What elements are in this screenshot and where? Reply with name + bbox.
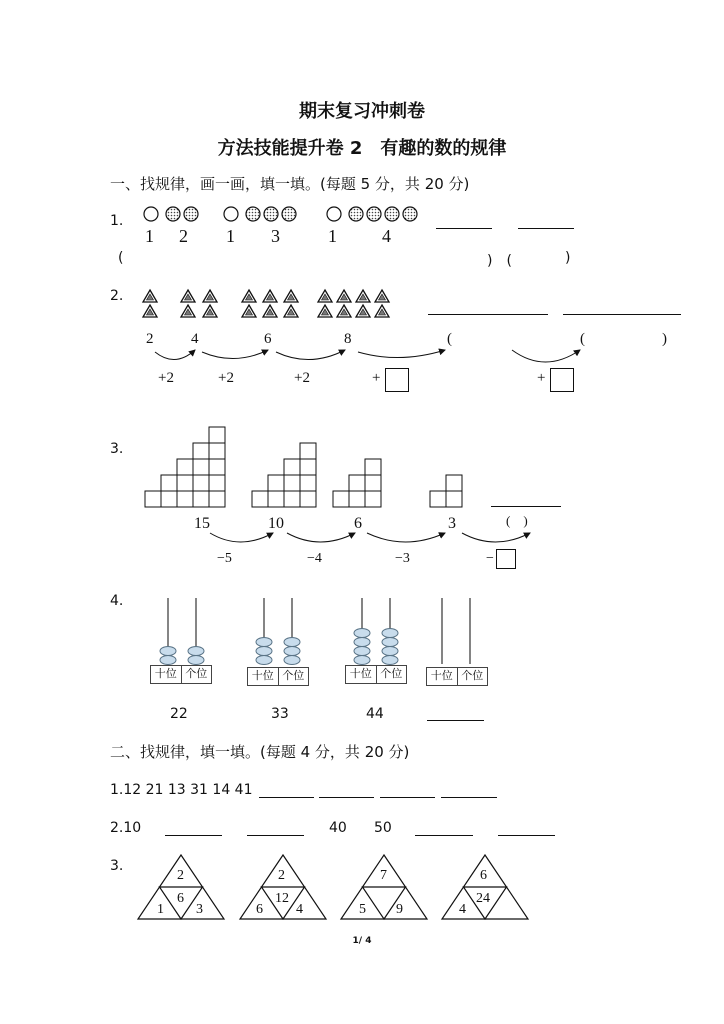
abacus-bead [354, 629, 370, 638]
step-label: + [372, 370, 381, 386]
answer-paren[interactable]: ( [580, 331, 585, 347]
circle-pattern-figure [140, 205, 440, 225]
circle-label: 3 [271, 226, 280, 246]
question-1-2-number: 2. [110, 288, 124, 304]
step-label: +2 [158, 370, 174, 386]
sequence-value: 40 [329, 820, 347, 836]
dotted-circle [282, 207, 296, 221]
step-arrow [155, 350, 195, 360]
triangle-top-number: 6 [480, 868, 487, 883]
dotted-circle [184, 207, 198, 221]
abacus-bead [284, 647, 300, 656]
page-subtitle: 方法技能提升卷 2 有趣的数的规律 [217, 138, 507, 159]
abacus-bead [256, 656, 272, 665]
ones-label: 个位 [380, 668, 403, 680]
place-value-label [150, 665, 212, 684]
step-arrow [276, 350, 345, 360]
abacus-bead [256, 647, 272, 656]
page-title: 期末复习冲刺卷 [299, 101, 425, 122]
step-label: +2 [294, 370, 310, 386]
step-arrow [512, 350, 580, 362]
step-arrow [287, 533, 355, 542]
triangle-left-number: 6 [256, 902, 263, 917]
answer-line[interactable] [380, 797, 435, 798]
dotted-circle [349, 207, 363, 221]
abacus-bead [382, 638, 398, 647]
step-arrow [358, 350, 445, 358]
dotted-circle [264, 207, 278, 221]
blank-circle [327, 207, 341, 221]
abacus-bead [382, 647, 398, 656]
ones-label: 个位 [461, 670, 484, 682]
sequence-value: 6 [354, 515, 362, 532]
sequence-value: 4 [191, 331, 199, 347]
sequence-value: 10 [268, 515, 284, 532]
abacus-value: 33 [271, 706, 289, 722]
abacus-bead [382, 656, 398, 665]
tens-label: 十位 [346, 666, 377, 683]
triangle-right-number: 9 [396, 902, 403, 917]
answer-line[interactable] [165, 835, 222, 836]
abacus-bead [256, 638, 272, 647]
triangle-center-number: 12 [275, 891, 289, 906]
answer-line[interactable] [498, 835, 555, 836]
answer-line[interactable] [427, 720, 484, 721]
sequence-value: 15 [194, 515, 210, 532]
answer-line[interactable] [415, 835, 473, 836]
triangle-center-number: 24 [476, 891, 490, 906]
section-1-heading: 一、找规律，画一画，填一填。(每题 5 分，共 20 分) [110, 175, 470, 193]
answer-line[interactable] [259, 797, 314, 798]
answer-paren: ) [662, 331, 667, 347]
question-2-1-text: 1.12 21 13 31 14 41 [110, 782, 253, 798]
square-staircase-figure [145, 427, 475, 511]
step-label: + [537, 370, 546, 386]
abacus-bead [354, 638, 370, 647]
triangle-right-number: 4 [296, 902, 303, 917]
step-arrow [462, 533, 530, 542]
place-value-label [426, 667, 488, 686]
triangle-top-number: 2 [278, 868, 285, 883]
triangle-pattern-figure [140, 288, 400, 324]
answer-line[interactable] [247, 835, 304, 836]
step-arrows [180, 523, 580, 553]
abacus-bead [284, 638, 300, 647]
step-arrow [367, 533, 445, 542]
step-label: − [486, 551, 494, 566]
abacus-value: 44 [366, 706, 384, 722]
tens-label: 十位 [248, 668, 279, 685]
circle-label: 1 [226, 226, 235, 246]
circle-label: 4 [382, 226, 391, 246]
answer-box[interactable] [496, 549, 516, 569]
circle-label: 2 [179, 226, 188, 246]
abacus-bead [160, 647, 176, 656]
circle-label: 1 [328, 226, 337, 246]
abacus-bead [188, 647, 204, 656]
abacus-bead [354, 656, 370, 665]
sequence-value: 2 [146, 331, 154, 347]
step-label: −4 [307, 551, 322, 566]
answer-line[interactable] [441, 797, 497, 798]
section-2-heading: 二、找规律，填一填。(每题 4 分，共 20 分) [110, 743, 410, 761]
question-1-1-number: 1. [110, 213, 124, 229]
answer-box[interactable] [550, 368, 574, 392]
sequence-value: 6 [264, 331, 272, 347]
answer-paren[interactable]: ( ) [506, 513, 528, 528]
step-label: −3 [395, 551, 410, 566]
dotted-circle [367, 207, 381, 221]
circle-label: 1 [145, 226, 154, 246]
answer-paren-middle[interactable]: ) ( [487, 253, 512, 269]
sequence-value: 3 [448, 515, 456, 532]
abacus-bead [382, 629, 398, 638]
question-1-3-number: 3. [110, 441, 124, 457]
place-value-label [247, 667, 309, 686]
blank-circle [224, 207, 238, 221]
question-1-4-number: 4. [110, 593, 124, 609]
step-label: +2 [218, 370, 234, 386]
tens-label: 十位 [151, 666, 182, 683]
abacus-bead [354, 647, 370, 656]
abacus-bead [160, 656, 176, 665]
ones-label: 个位 [282, 670, 305, 682]
answer-paren[interactable]: ( [447, 331, 452, 347]
sequence-value: 8 [344, 331, 352, 347]
question-2-2-lead: 2.10 [110, 820, 142, 836]
triangle-top-number: 7 [380, 868, 387, 883]
sequence-value: 50 [374, 820, 392, 836]
page-number: 1/ 4 [352, 936, 372, 946]
answer-paren-right: ) [565, 250, 571, 266]
triangle-left-number: 4 [459, 902, 466, 917]
dotted-circle [385, 207, 399, 221]
triangle-left-number: 5 [359, 902, 366, 917]
step-arrow [210, 533, 273, 542]
ones-label: 个位 [185, 668, 208, 680]
answer-paren-left: ( [118, 250, 124, 266]
triangle-center-number: 6 [177, 891, 184, 906]
answer-line[interactable] [319, 797, 374, 798]
answer-line[interactable] [428, 314, 548, 315]
abacus-bead [188, 656, 204, 665]
answer-box[interactable] [385, 368, 409, 392]
tens-label: 十位 [427, 668, 458, 685]
triangle-left-number: 1 [157, 902, 164, 917]
answer-line[interactable] [563, 314, 681, 315]
triangle-top-number: 2 [177, 868, 184, 883]
step-arrow [202, 350, 268, 359]
triangle-right-number: 3 [196, 902, 203, 917]
blank-circle [144, 207, 158, 221]
abacus-bead [284, 656, 300, 665]
step-arrows [140, 340, 700, 370]
place-value-label [345, 665, 407, 684]
answer-line[interactable] [518, 228, 574, 229]
dotted-circle [246, 207, 260, 221]
dotted-circle [166, 207, 180, 221]
abacus-value: 22 [170, 706, 188, 722]
step-label: −5 [217, 551, 232, 566]
abacus-figures [148, 596, 508, 676]
answer-line[interactable] [491, 506, 561, 507]
question-2-3-number: 3. [110, 858, 124, 874]
answer-line[interactable] [436, 228, 492, 229]
dotted-circle [403, 207, 417, 221]
